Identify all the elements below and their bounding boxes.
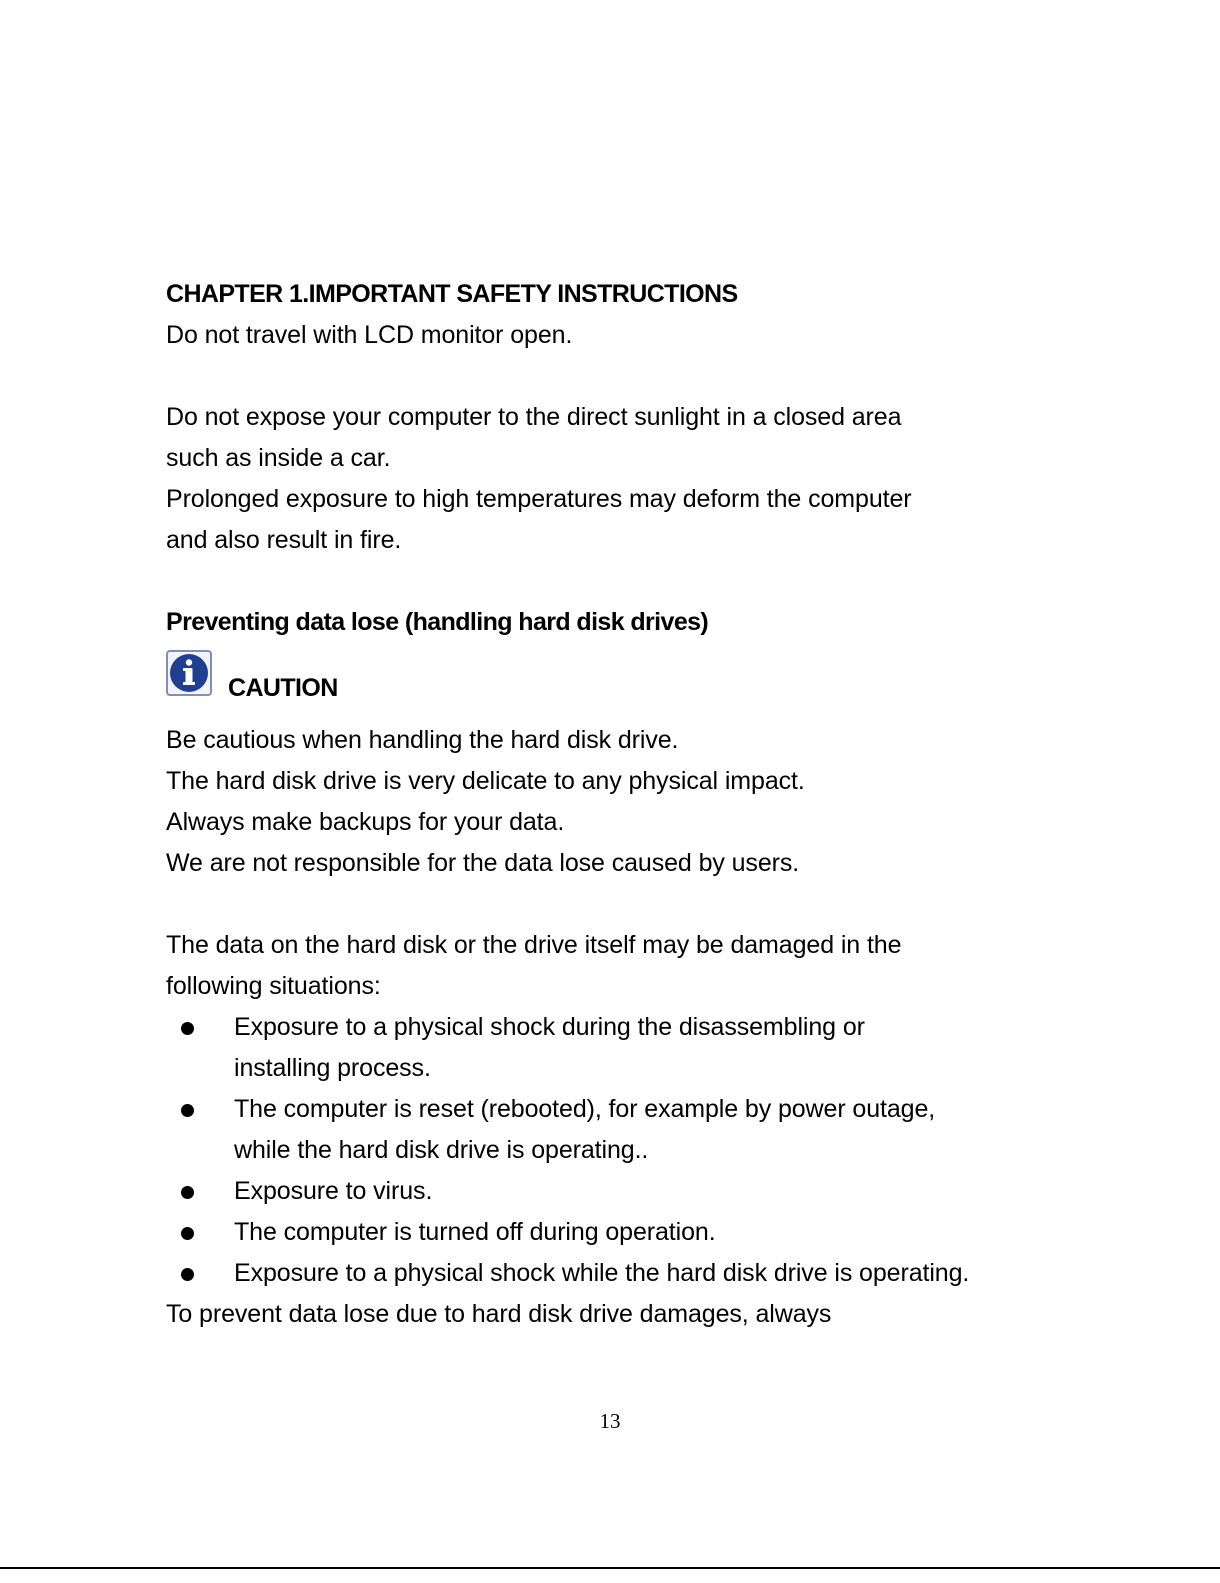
bullet-icon: [181, 1186, 194, 1199]
list-item-text: Exposure to a physical shock during the disassembling or: [234, 1013, 865, 1041]
list-item: [166, 1212, 1066, 1253]
list-item-text: Exposure to a physical shock while the hard disk drive is operating.: [234, 1259, 970, 1287]
bullet-icon: [181, 1104, 194, 1117]
bullet-icon: [181, 1268, 194, 1281]
spacer: [166, 356, 1066, 397]
spacer: [166, 884, 1066, 925]
caution-header: [166, 643, 1066, 720]
closing-line: To prevent data lose due to hard disk drive damages, always: [166, 1300, 832, 1328]
list-item-text: The computer is reset (rebooted), for example by power outage,: [234, 1095, 936, 1123]
bullet-icon: [181, 1227, 194, 1240]
intro-line: Do not travel with LCD monitor open.: [166, 321, 573, 349]
caution-line-3: Always make backups for your data.: [166, 808, 565, 836]
list-item-text: installing process.: [234, 1054, 431, 1082]
caution-line-2: The hard disk drive is very delicate to any physical impact.: [166, 767, 805, 795]
sunlight-line-1: Do not expose your computer to the direct sunlight in a closed area: [166, 403, 902, 431]
list-item: [166, 1253, 1066, 1294]
section-title: Preventing data lose (handling hard disk drives): [166, 608, 709, 636]
list-item: [166, 1171, 1066, 1212]
sunlight-line-3: Prolonged exposure to high temperatures may deform the computer: [166, 485, 912, 513]
sunlight-line-2: such as inside a car.: [166, 444, 391, 472]
damage-intro-line-1: The data on the hard disk or the drive itself may be damaged in the: [166, 931, 902, 959]
list-item-text: The computer is turned off during operation.: [234, 1218, 716, 1246]
list-item: [166, 1089, 1066, 1171]
bullet-icon: [181, 1022, 194, 1035]
spacer: [166, 561, 1066, 602]
list-item-text: Exposure to virus.: [234, 1177, 433, 1205]
bottom-rule: [0, 1567, 1220, 1569]
caution-line-1: Be cautious when handling the hard disk drive.: [166, 726, 679, 754]
caution-label: CAUTION: [228, 674, 338, 702]
page-content: [166, 274, 1066, 1335]
page-number: 13: [599, 1409, 621, 1433]
list-item: [166, 1007, 1066, 1089]
damage-intro-line-2: following situations:: [166, 972, 381, 1000]
caution-line-4: We are not responsible for the data lose caused by users.: [166, 849, 800, 877]
sunlight-line-4: and also result in fire.: [166, 526, 402, 554]
info-icon: [166, 650, 212, 696]
list-item-text: while the hard disk drive is operating..: [234, 1136, 649, 1164]
chapter-title: CHAPTER 1.IMPORTANT SAFETY INSTRUCTIONS: [166, 280, 738, 308]
